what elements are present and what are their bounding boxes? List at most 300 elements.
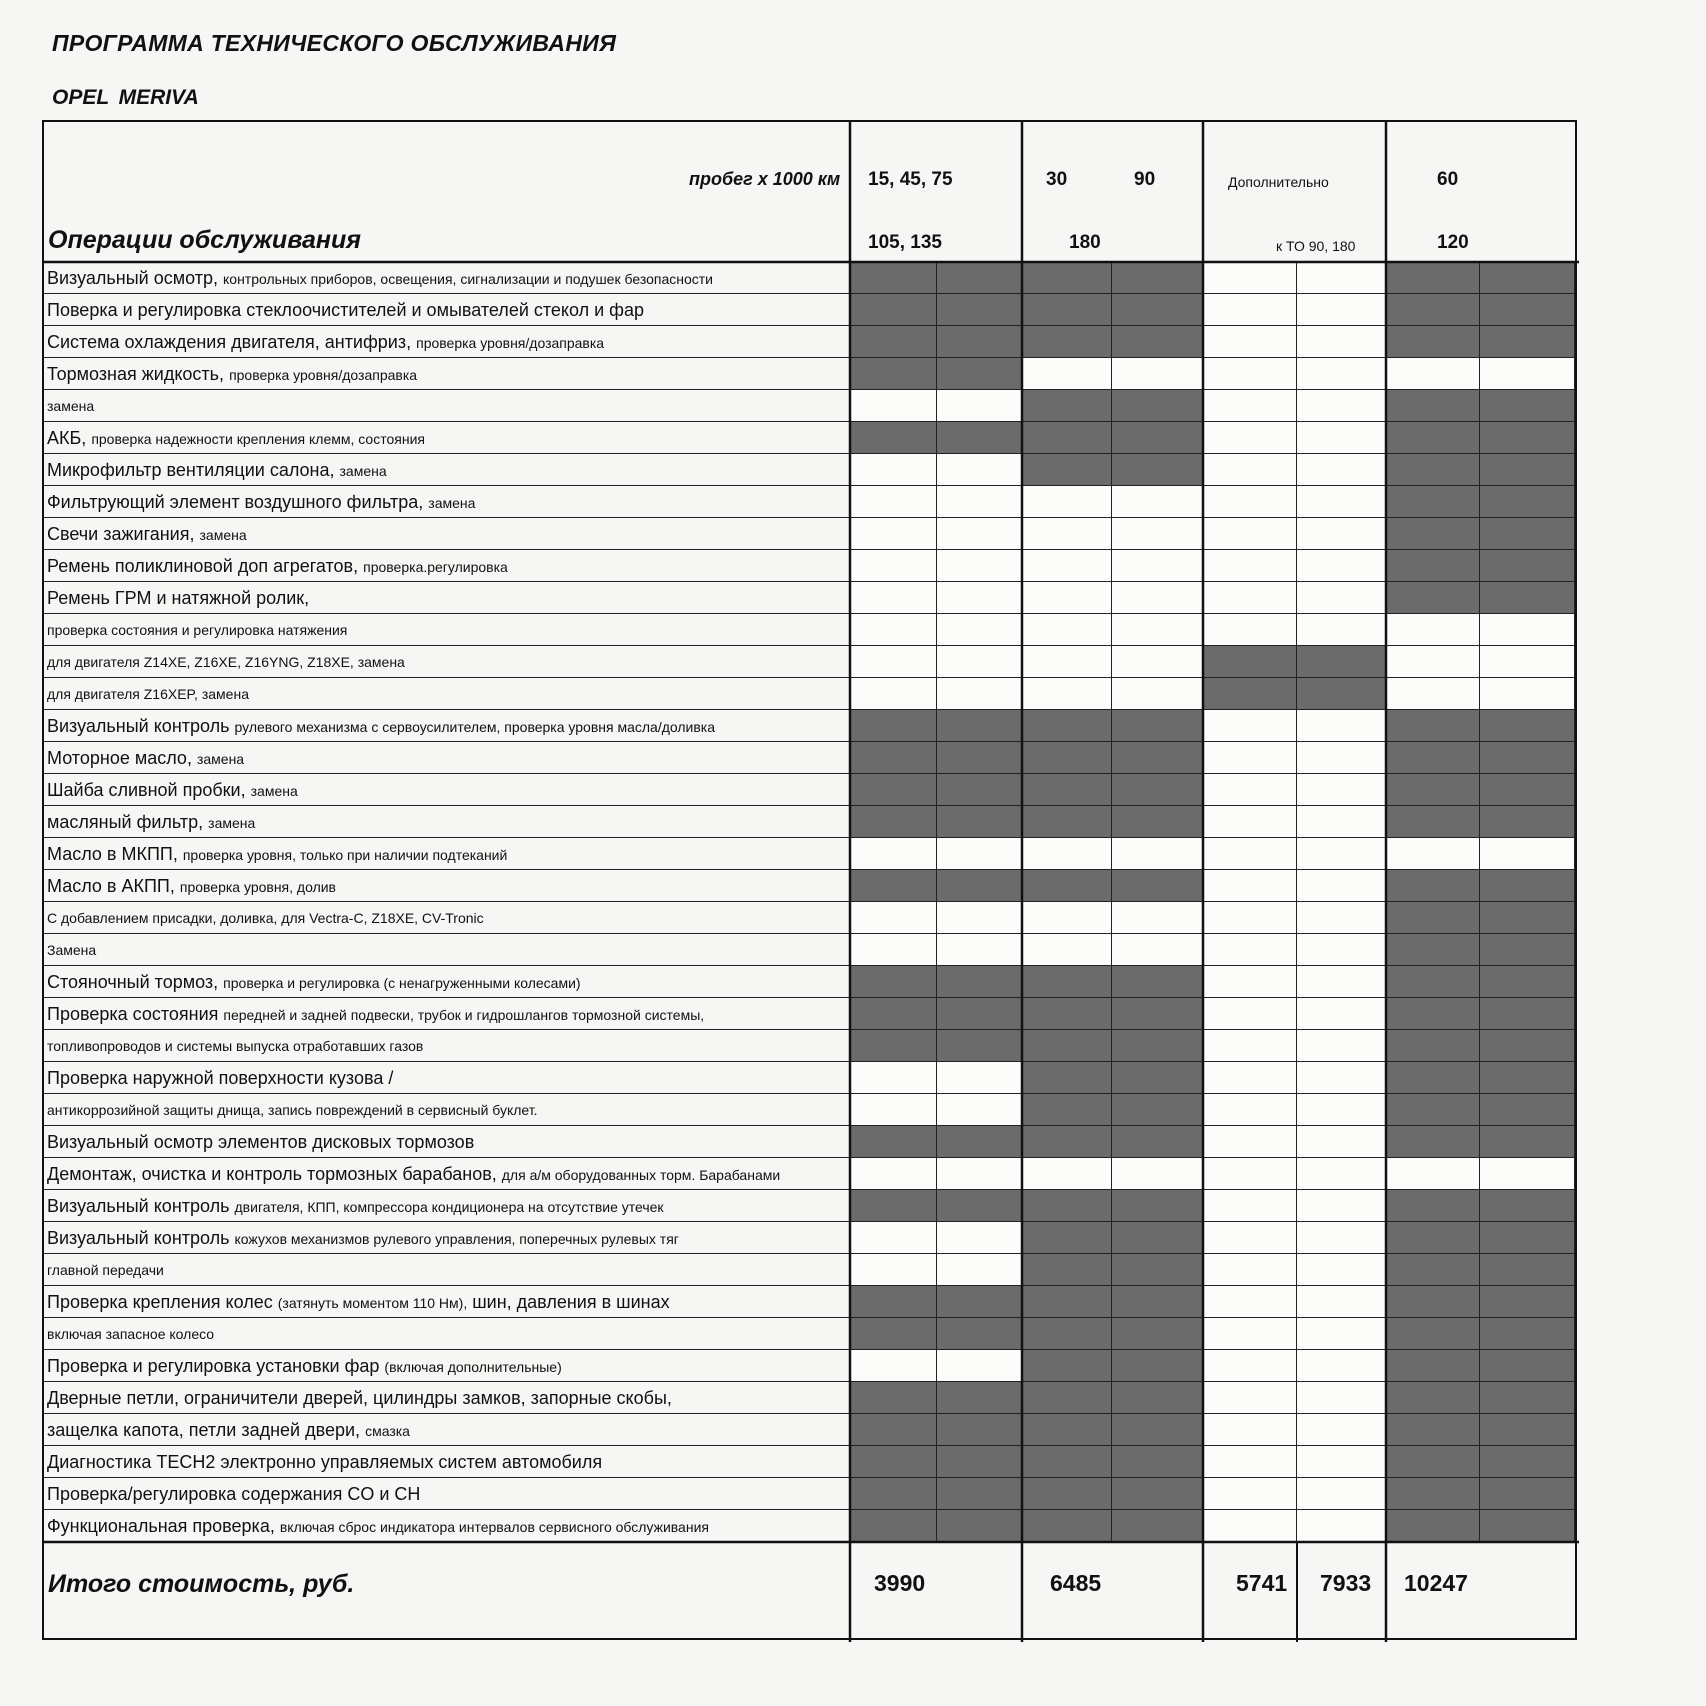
interval-c-top: 90 (1134, 169, 1156, 190)
required-cell (1480, 1478, 1575, 1510)
operation-detail: замена (428, 495, 476, 511)
required-cell (1022, 1382, 1112, 1414)
operation-detail: замена (196, 751, 245, 767)
required-cell (1386, 326, 1480, 358)
empty-cell (937, 614, 1022, 646)
required-cell (1112, 998, 1203, 1030)
required-cell (1112, 262, 1203, 294)
empty-cell (937, 582, 1022, 614)
required-cell (850, 1030, 937, 1062)
required-cell (937, 1446, 1022, 1478)
operation-name: Фильтрующий элемент воздушного фильтра, (47, 492, 424, 512)
required-cell (937, 326, 1022, 358)
required-cell (1386, 1030, 1480, 1062)
empty-cell (937, 838, 1022, 870)
empty-cell (1297, 358, 1386, 390)
operation-row (44, 1350, 850, 1382)
required-cell (937, 1414, 1022, 1446)
empty-cell (1480, 646, 1575, 678)
empty-cell (1297, 1478, 1386, 1510)
required-cell (850, 710, 937, 742)
empty-cell (1203, 870, 1297, 902)
required-cell (1112, 1126, 1203, 1158)
empty-cell (1203, 838, 1297, 870)
operation-row (44, 774, 850, 806)
required-cell (1386, 582, 1480, 614)
operation-row (44, 390, 850, 422)
empty-cell (1203, 998, 1297, 1030)
operation-row (44, 582, 850, 614)
empty-cell (937, 1062, 1022, 1094)
empty-cell (1297, 806, 1386, 838)
required-cell (1386, 1350, 1480, 1382)
operation-name: Функциональная проверка, (47, 1516, 275, 1536)
operation-detail: двигателя, КПП, компрессора кондиционера на отсутствие утечек (234, 1199, 664, 1215)
required-cell (1022, 1062, 1112, 1094)
extra-header-top: Дополнительно (1228, 174, 1329, 190)
required-cell (1386, 1190, 1480, 1222)
operation-name: Проверка/регулировка содержания CO и CH (47, 1484, 421, 1504)
required-cell (1386, 550, 1480, 582)
required-cell (850, 1286, 937, 1318)
required-cell (1386, 1382, 1480, 1414)
required-cell (1112, 1446, 1203, 1478)
empty-cell (1386, 646, 1480, 678)
operation-name: Шайба сливной пробки, (47, 780, 246, 800)
empty-cell (850, 646, 937, 678)
required-cell (850, 870, 937, 902)
required-cell (1203, 678, 1297, 710)
required-cell (1480, 870, 1575, 902)
extra-header-bottom: к ТО 90, 180 (1276, 238, 1356, 254)
required-cell (1480, 1382, 1575, 1414)
operation-row (44, 1030, 850, 1062)
empty-cell (1297, 966, 1386, 998)
operation-detail: кожухов механизмов рулевого управления, поперечных рулевых тяг (234, 1231, 679, 1247)
empty-cell (1112, 678, 1203, 710)
required-cell (1112, 1318, 1203, 1350)
required-cell (1022, 454, 1112, 486)
required-cell (1480, 550, 1575, 582)
operation-detail: топливопроводов и системы выпуска отработавших газов (47, 1038, 424, 1054)
empty-cell (937, 1158, 1022, 1190)
required-cell (937, 1030, 1022, 1062)
required-cell (1112, 1190, 1203, 1222)
empty-cell (1297, 1318, 1386, 1350)
required-cell (1386, 1414, 1480, 1446)
empty-cell (850, 1222, 937, 1254)
empty-cell (1112, 1158, 1203, 1190)
operation-detail: включая сброс индикатора интервалов сервисного обслуживания (279, 1519, 709, 1535)
required-cell (937, 1478, 1022, 1510)
empty-cell (937, 1350, 1022, 1382)
empty-cell (1297, 262, 1386, 294)
operation-detail: замена (199, 527, 247, 543)
operation-name: Ремень ГРМ и натяжной ролик, (47, 588, 310, 608)
empty-cell (1112, 518, 1203, 550)
empty-cell (1203, 1510, 1297, 1542)
required-cell (1386, 902, 1480, 934)
empty-cell (1203, 902, 1297, 934)
operation-row (44, 422, 850, 454)
required-cell (1386, 1510, 1480, 1542)
required-cell (1386, 1062, 1480, 1094)
total-cost-a: 3990 (874, 1570, 926, 1596)
operation-name: Тормозная жидкость, (47, 364, 225, 384)
operation-row (44, 742, 850, 774)
operation-detail: рулевого механизма с сервоусилителем, проверка уровня масла/доливка (234, 719, 716, 735)
operation-row (44, 870, 850, 902)
operation-name: Визуальный осмотр элементов дисковых тормозов (47, 1132, 475, 1152)
operation-detail: (включая дополнительные) (384, 1359, 562, 1375)
required-cell (1022, 774, 1112, 806)
required-cell (1112, 390, 1203, 422)
empty-cell (1022, 902, 1112, 934)
required-cell (1386, 710, 1480, 742)
empty-cell (1203, 1350, 1297, 1382)
operation-detail: замена (339, 463, 387, 479)
required-cell (1480, 710, 1575, 742)
empty-cell (1203, 1094, 1297, 1126)
required-cell (1386, 934, 1480, 966)
empty-cell (1203, 262, 1297, 294)
empty-cell (1022, 678, 1112, 710)
empty-cell (850, 1094, 937, 1126)
operation-name-continued: шин, давления в шинах (472, 1292, 670, 1312)
empty-cell (1022, 1158, 1112, 1190)
operation-name: Проверка наружной поверхности кузова / (47, 1068, 394, 1088)
operation-detail: для а/м оборудованных торм. Барабанами (501, 1167, 781, 1183)
required-cell (850, 1318, 937, 1350)
operation-row (44, 1094, 850, 1126)
required-cell (1022, 326, 1112, 358)
required-cell (1386, 806, 1480, 838)
empty-cell (1480, 614, 1575, 646)
required-cell (1112, 774, 1203, 806)
required-cell (850, 326, 937, 358)
required-cell (1386, 422, 1480, 454)
empty-cell (1203, 1190, 1297, 1222)
empty-cell (1297, 902, 1386, 934)
operation-detail: главной передачи (47, 1262, 164, 1278)
empty-cell (1203, 1158, 1297, 1190)
empty-cell (937, 1254, 1022, 1286)
operation-row (44, 1222, 850, 1254)
car-model: OPEL MERIVA (52, 86, 199, 109)
required-cell (1480, 582, 1575, 614)
empty-cell (1297, 1414, 1386, 1446)
operation-row (44, 1062, 850, 1094)
required-cell (1386, 774, 1480, 806)
empty-cell (850, 838, 937, 870)
empty-cell (850, 582, 937, 614)
operation-name: Диагностика TECH2 электронно управляемых систем автомобиля (47, 1452, 603, 1472)
required-cell (850, 1510, 937, 1542)
required-cell (1112, 1350, 1203, 1382)
required-cell (1386, 1286, 1480, 1318)
total-cost-d: 10247 (1404, 1570, 1468, 1596)
operation-row (44, 326, 850, 358)
empty-cell (850, 486, 937, 518)
empty-cell (1297, 518, 1386, 550)
required-cell (1480, 806, 1575, 838)
empty-cell (1297, 614, 1386, 646)
required-cell (1297, 678, 1386, 710)
empty-cell (850, 550, 937, 582)
empty-cell (850, 390, 937, 422)
empty-cell (1480, 1158, 1575, 1190)
document-title: ПРОГРАММА ТЕХНИЧЕСКОГО ОБСЛУЖИВАНИЯ (52, 30, 617, 56)
empty-cell (1022, 486, 1112, 518)
interval-b-top: 30 (1046, 169, 1068, 190)
empty-cell (1112, 614, 1203, 646)
required-cell (937, 1126, 1022, 1158)
empty-cell (937, 454, 1022, 486)
operation-name: Свечи зажигания, (47, 524, 195, 544)
empty-cell (1480, 838, 1575, 870)
operation-name: Проверка и регулировка установки фар (47, 1356, 380, 1376)
empty-cell (1022, 358, 1112, 390)
operation-row (44, 1286, 850, 1318)
empty-cell (1297, 1350, 1386, 1382)
required-cell (1022, 966, 1112, 998)
operation-detail: проверка состояния и регулировка натяжения (47, 622, 348, 638)
operation-name: Стояночный тормоз, (47, 972, 219, 992)
operation-row (44, 1126, 850, 1158)
required-cell (1386, 454, 1480, 486)
empty-cell (1203, 422, 1297, 454)
operation-detail: проверка уровня, только при наличии подтеканий (182, 847, 508, 863)
empty-cell (1203, 582, 1297, 614)
operation-detail: проверка и регулировка (с ненагруженными колесами) (223, 975, 581, 991)
required-cell (1112, 1286, 1203, 1318)
empty-cell (850, 518, 937, 550)
empty-cell (1203, 1222, 1297, 1254)
empty-cell (1297, 422, 1386, 454)
required-cell (1112, 870, 1203, 902)
empty-cell (1297, 934, 1386, 966)
required-cell (1112, 1094, 1203, 1126)
required-cell (1112, 326, 1203, 358)
operation-row (44, 1446, 850, 1478)
operation-row (44, 358, 850, 390)
mileage-header-label: пробег x 1000 км (689, 169, 841, 189)
required-cell (1480, 1190, 1575, 1222)
empty-cell (1297, 870, 1386, 902)
total-cost-extra-1: 5741 (1236, 1570, 1288, 1596)
required-cell (1480, 1222, 1575, 1254)
empty-cell (1203, 294, 1297, 326)
interval-d-bottom: 120 (1437, 232, 1469, 253)
empty-cell (1297, 390, 1386, 422)
empty-cell (850, 1254, 937, 1286)
empty-cell (1112, 934, 1203, 966)
required-cell (937, 1286, 1022, 1318)
operation-name: Дверные петли, ограничители дверей, цилиндры замков, запорные скобы, (47, 1388, 672, 1408)
operation-row (44, 646, 850, 678)
empty-cell (1386, 1158, 1480, 1190)
required-cell (1386, 262, 1480, 294)
required-cell (850, 806, 937, 838)
required-cell (1386, 1254, 1480, 1286)
required-cell (850, 1478, 937, 1510)
total-cost-b: 6485 (1050, 1570, 1102, 1596)
interval-a-bottom: 105, 135 (868, 232, 942, 253)
empty-cell (1203, 806, 1297, 838)
required-cell (850, 774, 937, 806)
operation-row (44, 998, 850, 1030)
operation-row (44, 518, 850, 550)
empty-cell (1386, 614, 1480, 646)
required-cell (937, 1190, 1022, 1222)
empty-cell (1297, 1158, 1386, 1190)
required-cell (1480, 1446, 1575, 1478)
empty-cell (937, 646, 1022, 678)
required-cell (1112, 966, 1203, 998)
required-cell (1386, 966, 1480, 998)
operation-detail: антикоррозийной защиты днища, запись повреждений в сервисный буклет. (47, 1102, 538, 1118)
operation-name: Визуальный контроль (47, 716, 230, 736)
empty-cell (937, 550, 1022, 582)
empty-cell (1297, 710, 1386, 742)
required-cell (1022, 1094, 1112, 1126)
empty-cell (1297, 550, 1386, 582)
required-cell (1480, 486, 1575, 518)
operation-row (44, 454, 850, 486)
operation-detail: проверка надежности крепления клемм, состояния (91, 431, 425, 447)
operation-row (44, 1254, 850, 1286)
empty-cell (1297, 1510, 1386, 1542)
operation-detail: замена (47, 398, 95, 414)
empty-cell (1203, 742, 1297, 774)
required-cell (1022, 1478, 1112, 1510)
empty-cell (937, 486, 1022, 518)
empty-cell (1203, 934, 1297, 966)
empty-cell (1203, 614, 1297, 646)
operation-detail: проверка уровня/дозаправка (229, 367, 418, 383)
empty-cell (1203, 1254, 1297, 1286)
operation-row (44, 902, 850, 934)
operation-row (44, 1190, 850, 1222)
empty-cell (850, 1062, 937, 1094)
required-cell (1112, 1254, 1203, 1286)
empty-cell (1203, 1382, 1297, 1414)
required-cell (850, 358, 937, 390)
operation-detail: С добавлением присадки, доливка, для Vectra-C, Z18XE, CV-Tronic (47, 910, 484, 926)
required-cell (1480, 390, 1575, 422)
required-cell (937, 870, 1022, 902)
empty-cell (850, 934, 937, 966)
required-cell (1480, 1254, 1575, 1286)
required-cell (850, 1190, 937, 1222)
required-cell (1386, 742, 1480, 774)
operation-row (44, 1318, 850, 1350)
required-cell (850, 966, 937, 998)
required-cell (1386, 486, 1480, 518)
total-cost-label: Итого стоимость, руб. (48, 1570, 355, 1598)
operation-name: Визуальный контроль (47, 1196, 230, 1216)
required-cell (1480, 1062, 1575, 1094)
empty-cell (1022, 934, 1112, 966)
required-cell (937, 742, 1022, 774)
operation-row (44, 486, 850, 518)
empty-cell (1203, 1414, 1297, 1446)
interval-a-top: 15, 45, 75 (868, 169, 953, 190)
required-cell (1480, 1030, 1575, 1062)
required-cell (850, 742, 937, 774)
required-cell (850, 1382, 937, 1414)
required-cell (937, 294, 1022, 326)
empty-cell (1297, 1030, 1386, 1062)
required-cell (1386, 1094, 1480, 1126)
required-cell (1480, 934, 1575, 966)
required-cell (1112, 1382, 1203, 1414)
required-cell (1112, 294, 1203, 326)
operation-name: Ремень поликлиновой доп агрегатов, (47, 556, 359, 576)
empty-cell (1203, 774, 1297, 806)
operation-name: Проверка крепления колес (47, 1292, 273, 1312)
operation-detail: включая запасное колесо (47, 1326, 215, 1342)
required-cell (1022, 1350, 1112, 1382)
required-cell (937, 806, 1022, 838)
operation-detail: проверка уровня/дозаправка (416, 335, 605, 351)
empty-cell (1297, 1254, 1386, 1286)
required-cell (1022, 1510, 1112, 1542)
operation-row (44, 262, 850, 294)
empty-cell (850, 902, 937, 934)
required-cell (1480, 1094, 1575, 1126)
empty-cell (1203, 326, 1297, 358)
required-cell (1022, 870, 1112, 902)
empty-cell (1203, 1318, 1297, 1350)
empty-cell (937, 1222, 1022, 1254)
required-cell (937, 1382, 1022, 1414)
required-cell (1112, 1030, 1203, 1062)
empty-cell (850, 1350, 937, 1382)
operation-row (44, 710, 850, 742)
empty-cell (937, 934, 1022, 966)
empty-cell (1386, 358, 1480, 390)
operation-row (44, 966, 850, 998)
operation-detail: проверка.регулировка (363, 559, 508, 575)
required-cell (1480, 422, 1575, 454)
empty-cell (1297, 1126, 1386, 1158)
required-cell (850, 998, 937, 1030)
operation-detail: передней и задней подвески, трубок и гидрошлангов тормозной системы, (223, 1007, 705, 1023)
empty-cell (1480, 358, 1575, 390)
required-cell (1203, 646, 1297, 678)
operation-name: Система охлаждения двигателя, антифриз, (47, 332, 412, 352)
empty-cell (1386, 838, 1480, 870)
required-cell (850, 1414, 937, 1446)
empty-cell (850, 1158, 937, 1190)
empty-cell (1203, 1446, 1297, 1478)
empty-cell (1297, 1286, 1386, 1318)
operation-row (44, 1158, 850, 1190)
interval-b-bottom: 180 (1069, 232, 1101, 253)
empty-cell (1022, 550, 1112, 582)
required-cell (937, 774, 1022, 806)
required-cell (1112, 1062, 1203, 1094)
required-cell (1022, 294, 1112, 326)
empty-cell (1112, 358, 1203, 390)
required-cell (1386, 1126, 1480, 1158)
required-cell (1480, 1286, 1575, 1318)
required-cell (1480, 294, 1575, 326)
required-cell (1386, 294, 1480, 326)
empty-cell (1203, 550, 1297, 582)
empty-cell (1203, 1126, 1297, 1158)
